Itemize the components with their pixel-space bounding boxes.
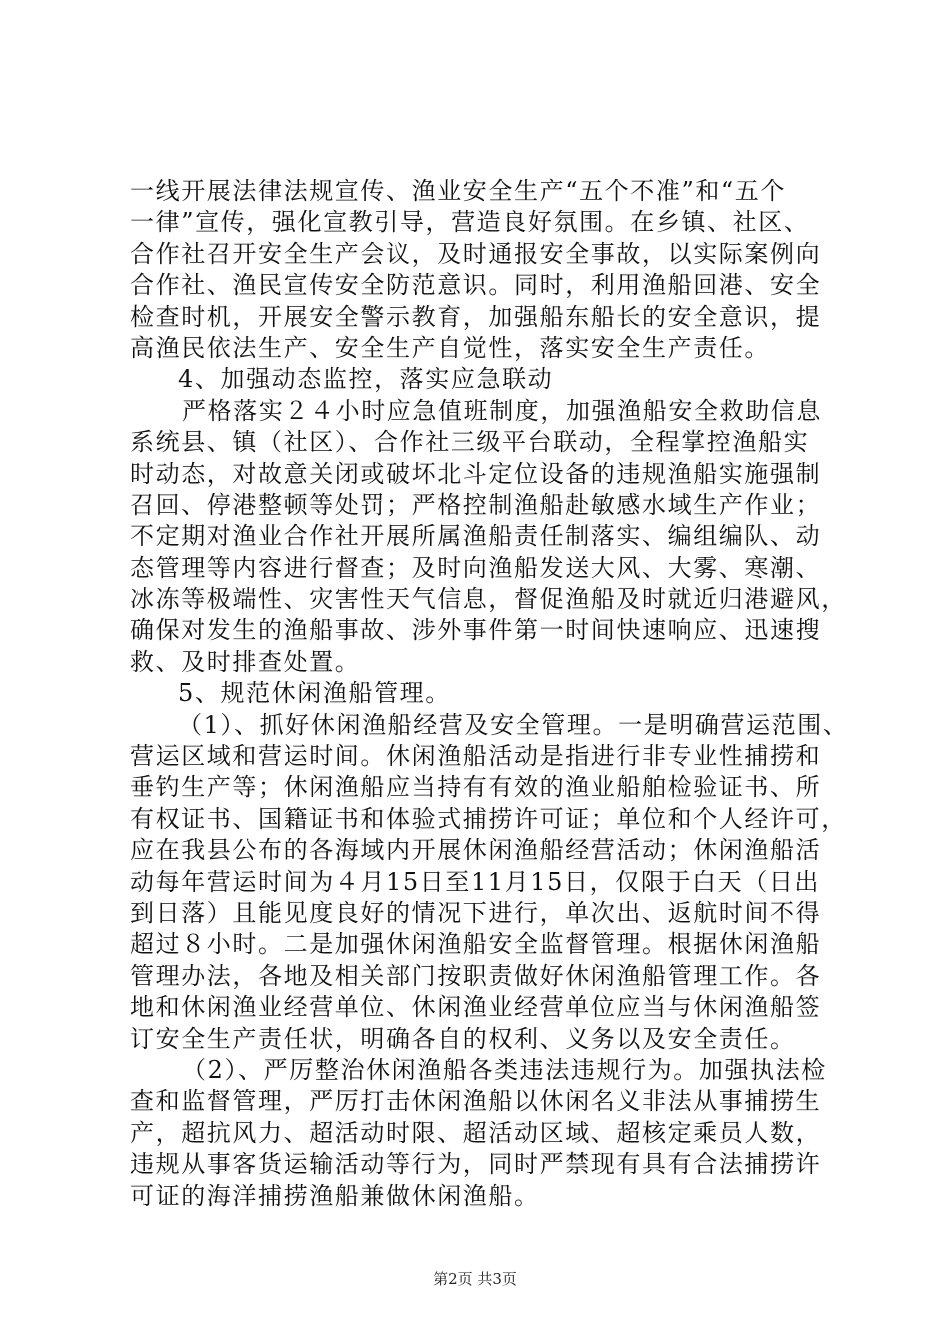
text-line: 召回、停港整顿等处罚；严格控制渔船赴敏感水域生产作业； [130, 490, 822, 519]
text-line: 查和监督管理，严厉打击休闲渔船以休闲名义非法从事捕捞生 [130, 1087, 822, 1116]
text-line: 地和休闲渔业经营单位、休闲渔业经营单位应当与休闲渔船签 [130, 993, 822, 1022]
text-line: 产，超抗风力、超活动时限、超活动区域、超核定乘员人数， [130, 1118, 822, 1147]
text-line: 检查时机，开展安全警示教育，加强船东船长的安全意识，提 [130, 302, 822, 331]
text-line: 有权证书、国籍证书和体验式捕捞许可证；单位和个人经许可， [130, 804, 847, 833]
text-line: 应在我县公布的各海域内开展休闲渔船经营活动；休闲渔船活 [130, 836, 822, 865]
page-number-footer: 第2页 共3页 [433, 1270, 517, 1288]
text-line: 到日落）且能见度良好的情况下进行，单次出、返航时间不得 [130, 898, 822, 927]
text-line: 冰冻等极端性、灾害性天气信息，督促渔船及时就近归港避风， [130, 585, 847, 614]
text-line: 违规从事客货运输活动等行为，同时严禁现有具有合法捕捞许 [130, 1150, 822, 1179]
text-line: 超过８小时。二是加强休闲渔船安全监督管理。根据休闲渔船 [130, 930, 822, 959]
text-line: 合作社召开安全生产会议，及时通报安全事故，以实际案例向 [130, 239, 822, 268]
text-line: （2）、严厉整治休闲渔船各类违法违规行为。加强执法检 [182, 1055, 827, 1084]
text-line: 系统县、镇（社区）、合作社三级平台联动，全程掌控渔船实 [130, 428, 810, 457]
text-line: 时动态，对故意关闭或破坏北斗定位设备的违规渔船实施强制 [130, 459, 822, 488]
document-body [130, 176, 849, 1212]
text-line: 一线开展法律法规宣传、渔业安全生产“五个不准”和“五个 [130, 177, 787, 205]
text-line: 可证的海洋捕捞渔船兼做休闲渔船。 [130, 1181, 540, 1210]
text-line: 不定期对渔业合作社开展所属渔船责任制落实、编组编队、动 [130, 522, 822, 551]
text-line: 救、及时排查处置。 [130, 647, 361, 676]
section-heading-4: 4、加强动态监控，落实应急联动 [178, 365, 554, 394]
text-line: 动每年营运时间为４月15日至11月15日，仅限于白天（日出 [130, 867, 821, 896]
text-line: 营运区域和营运时间。休闲渔船活动是指进行非专业性捕捞和 [130, 742, 822, 771]
section-heading-5: 5、规范休闲渔船管理。 [178, 679, 451, 708]
text-line: 态管理等内容进行督查；及时向渔船发送大风、大雾、寒潮、 [130, 553, 822, 582]
text-line: 高渔民依法生产、安全生产自觉性，落实安全生产责任。 [130, 333, 770, 362]
text-line: 确保对发生的渔船事故、涉外事件第一时间快速响应、迅速搜 [130, 616, 822, 645]
text-line: 管理办法，各地及相关部门按职责做好休闲渔船管理工作。各 [130, 961, 822, 990]
text-line: 合作社、渔民宣传安全防范意识。同时，利用渔船回港、安全 [130, 271, 822, 300]
text-line: 垂钓生产等；休闲渔船应当持有有效的渔业船舶检验证书、所 [130, 773, 822, 802]
text-line: （1）、抓好休闲渔船经营及安全管理。一是明确营运范围、 [178, 710, 849, 739]
text-line: 严格落实２４小时应急值班制度，加强渔船安全救助信息 [182, 396, 822, 425]
text-line: 订安全生产责任状，明确各自的权利、义务以及安全责任。 [130, 1024, 796, 1053]
text-line: 一律”宣传，强化宣教引导，营造良好氛围。在乡镇、社区、 [130, 208, 810, 237]
